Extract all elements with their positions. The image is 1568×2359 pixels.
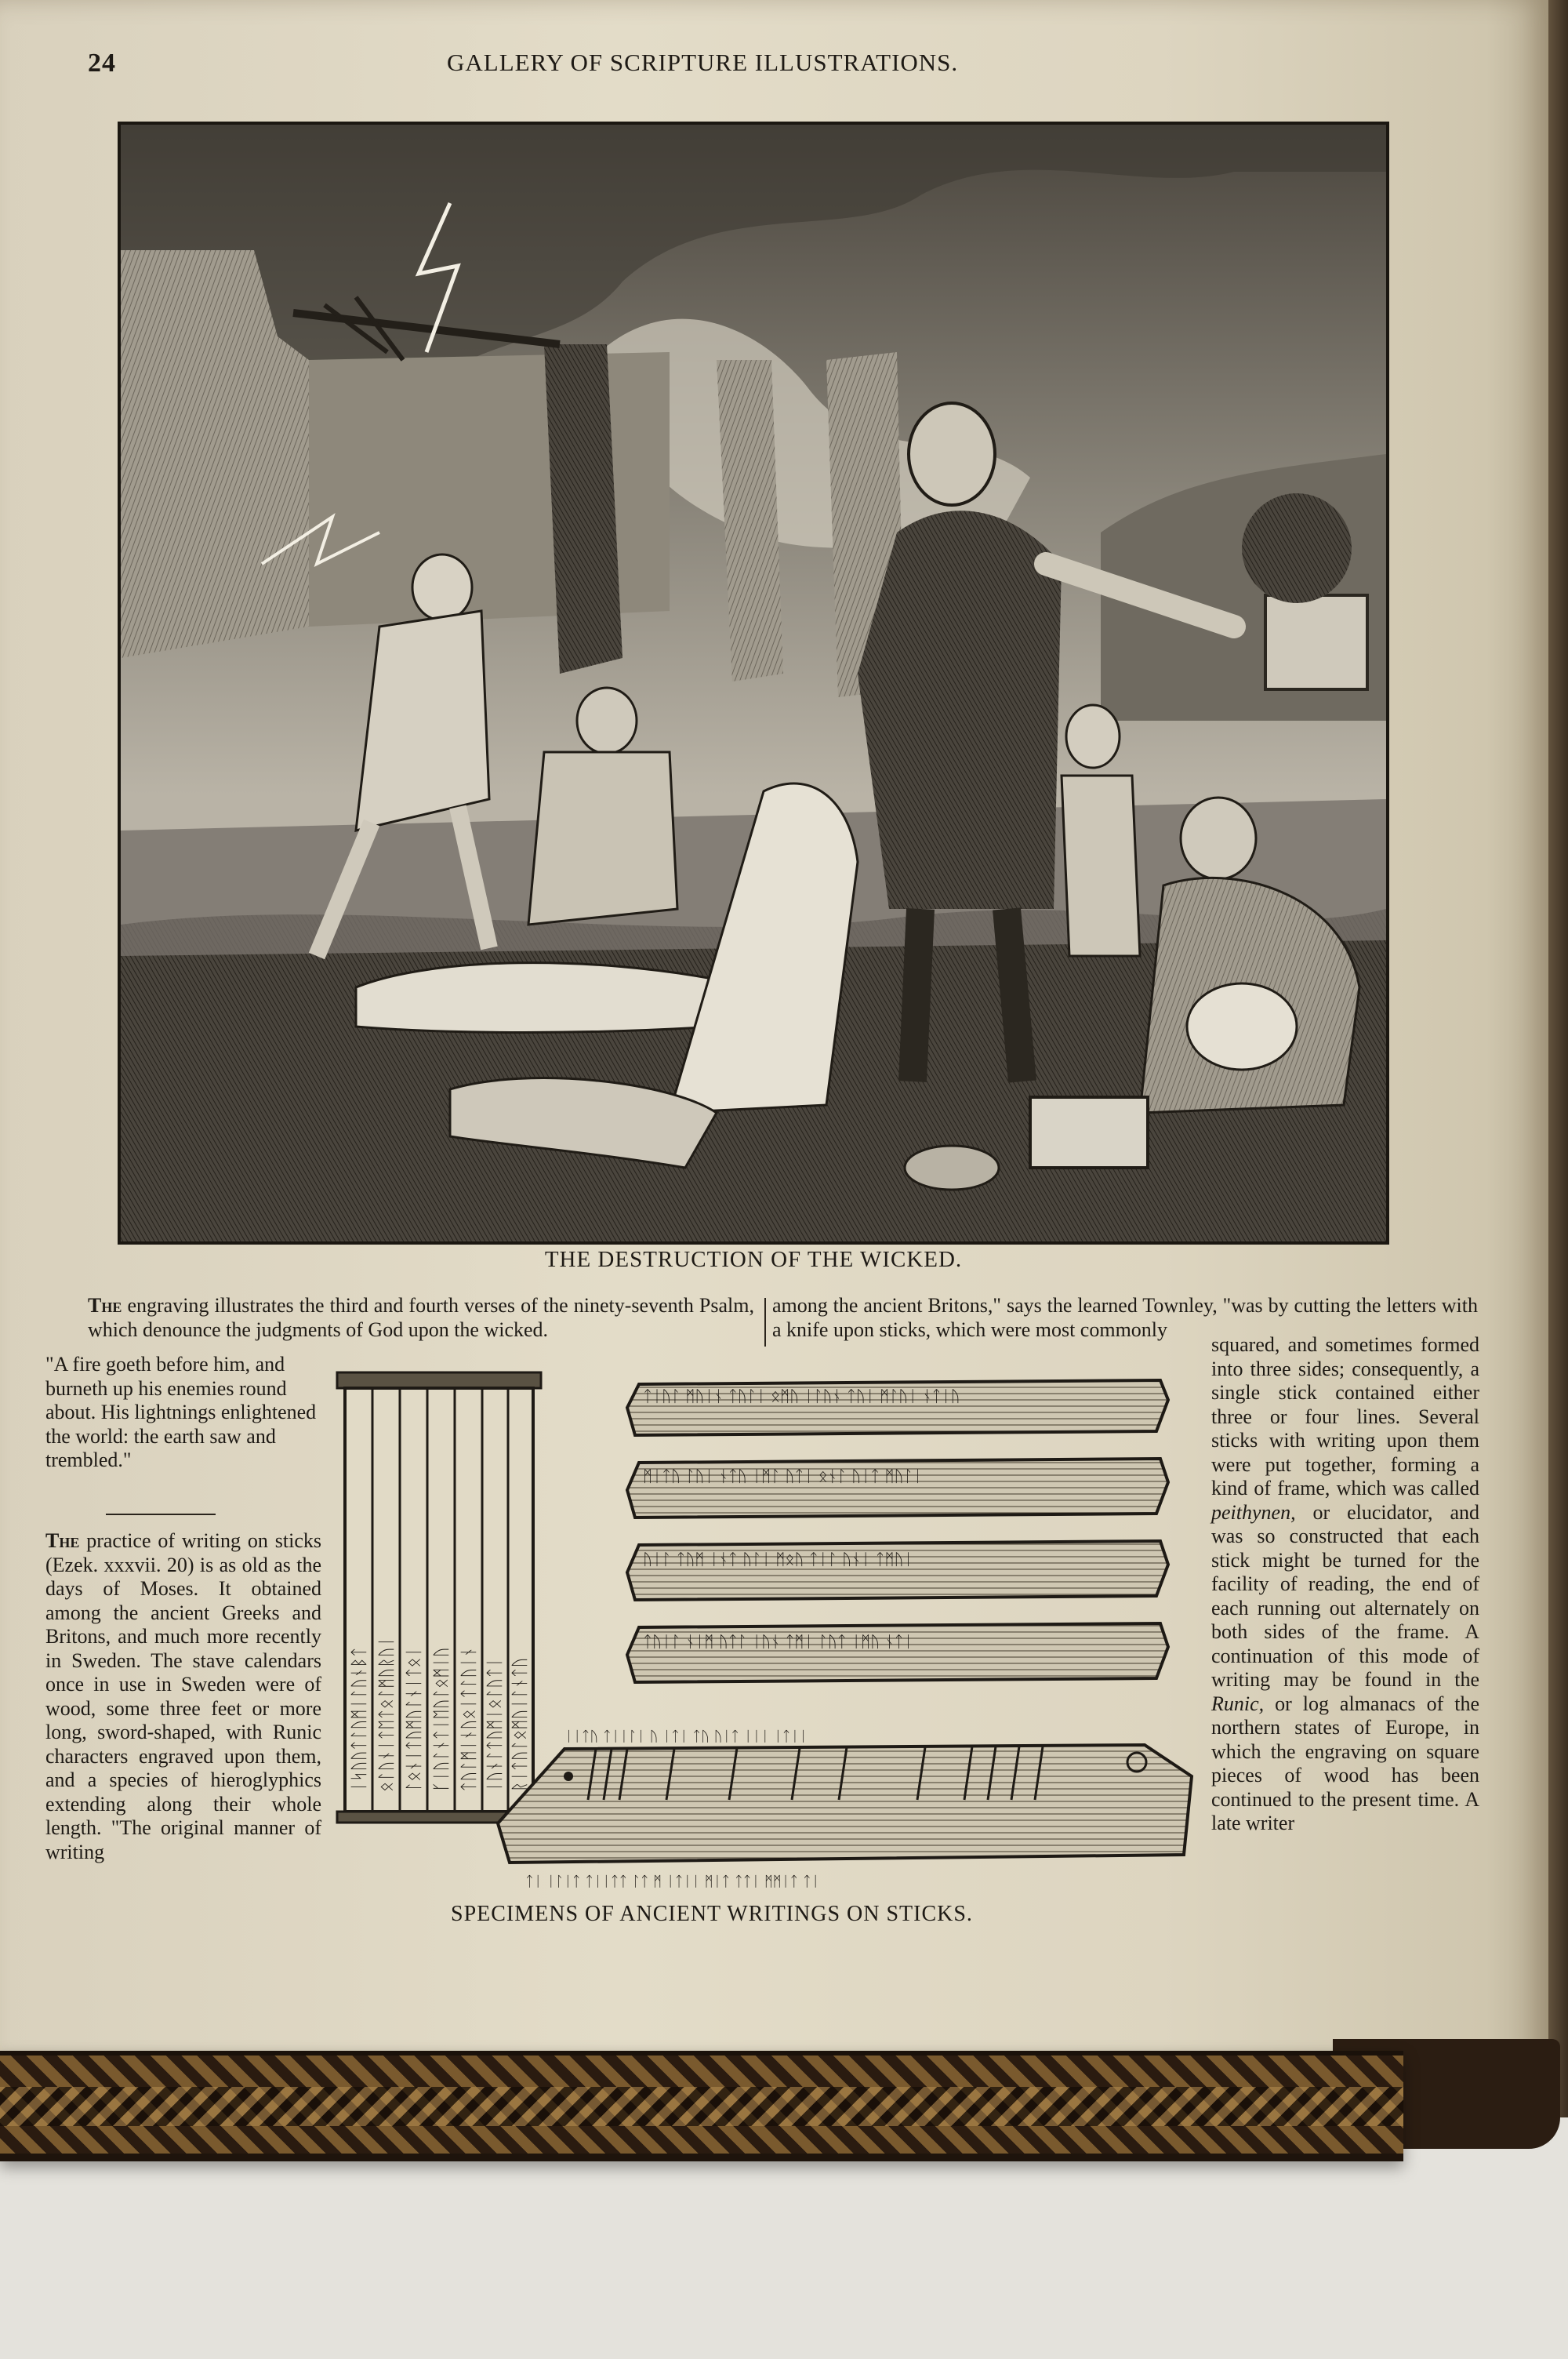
stick-horizontal [627,1541,1168,1600]
kneeling-man-body [528,752,677,925]
stick-horizontal [627,1459,1168,1518]
fallen-urn [905,1146,999,1190]
svg-text:ᛏᛁ ᛁᛚᛁᛏ ᛏᛁᛁᛏᛏ ᛚᛏ ᛗ ᛁᛏᛁᛁ ᛗᛁᛏ ᛏᛏ: ᛏᛁ ᛁᛚᛁᛏ ᛏᛁᛁᛏᛏ ᛚᛏ ᛗ ᛁᛏᛁᛁ ᛗᛁᛏ ᛏᛏᛁ ᛗᛗᛁᛏ ᛏᛁ [525,1874,820,1890]
intro-paragraph-right: among the ancient Britons," says the learned Townley, "was by cutting the letters with a knife upon sticks, which were most commonly [772,1294,1478,1341]
practice-paragraph [45,1529,321,1864]
stick-horizontal [627,1623,1168,1682]
engraving-caption: THE DESTRUCTION OF THE WICKED. [544,1247,963,1272]
svg-text:ᛗᛁᛏᚢ ᛚᚢᛁ ᚾᛏᚢ ᛁᛗᛚ ᚢᛏᛁ ᛟᚾᛚ ᚢᛁᛏ ᛗ: ᛗᛁᛏᚢ ᛚᚢᛁ ᚾᛏᚢ ᛁᛗᛚ ᚢᛏᛁ ᛟᚾᛚ ᚢᛁᛏ ᛗᚢᛚᛁ [643,1467,923,1485]
intro-left-text: engraving illustrates the third and fourth verses of the ninety-seventh Psalm, which denounce the judgments of God upon the wicked. [88,1294,754,1341]
svg-text:ᚢᛁᛚ ᛏᚢᛗ ᛁᚾᛏ ᚢᛚᛁ ᛗᛟᚢ ᛏᛁᛚ ᚢᚾᛁ ᛏᛗ: ᚢᛁᛚ ᛏᚢᛗ ᛁᚾᛏ ᚢᛚᛁ ᛗᛟᚢ ᛏᛁᛚ ᚢᚾᛁ ᛏᛗᚢᛁ [643,1550,913,1568]
svg-text:ᛁᛋᚢᚢᛏᛚᚢᛗᛁᛚᚢᚾᛒᛏ: ᛁᛋᚢᚢᛏᛚᚢᛗᛁᛚᚢᚾᛒᛏ [350,1647,369,1792]
svg-text:ᛁᛁᛏᚢ ᛏᛁᛁᛚᛁ ᚢ ᛁᛏᛁ ᛏᚢ ᚢᛁᛏ: ᛁᛁᛏᚢ ᛏᛁᛁᛚᛁ ᚢ ᛁᛏᛁ ᛏᚢ ᚢᛁᛏ ᛁᛁᛁ ᛁᛏᛁᛁ [564,1728,808,1745]
mother-head [1181,798,1256,879]
log-almanac-stick [498,1728,1192,1890]
man-head [909,403,995,505]
term-runic: Runic, [1211,1692,1265,1715]
svg-text:ᚱᛁᛏᚢᛚᛟᛗᚢᛁᛚᚾᛏᚢ: ᚱᛁᛏᚢᛚᛟᛗᚢᛁᛚᚾᛏᚢ [510,1657,530,1792]
svg-text:ᛏᛁᚢᛚ ᛗᚢᛁᚾ ᛏᚢᛚᛁ ᛟᛗᚢ ᛁᛚᚢᚾ ᛏᚢᛁ ᛗᛚ: ᛏᛁᚢᛚ ᛗᚢᛁᚾ ᛏᚢᛚᛁ ᛟᛗᚢ ᛁᛚᚢᚾ ᛏᚢᛁ ᛗᛚᚢᛁ ᚾᛏᛁᚢ [643,1387,960,1405]
book-cover-decorative-band [0,2051,1403,2161]
svg-text:ᚴᛁᚢᛚᚾᛏᛁᛖᚢᛚᛟᛗᛁᚢ: ᚴᛁᚢᛚᚾᛏᛁᛖᚢᛚᛟᛗᛁᚢ [432,1647,452,1792]
page-number: 24 [88,49,116,78]
stick-frame-vertical [337,1372,541,1823]
child-body [1062,776,1140,956]
intro-paragraph-left [88,1294,754,1342]
right-text-1: squared, and sometimes formed into three sides; consequently, a single stick contained either three or four lines. Several sticks with writing upon them were put together, forming a kind of frame, which was called [1211,1333,1479,1499]
svg-text:ᛁᚢᚾᛚᛏᚢᛗᛁᛟᛚᚢᛏᛁ: ᛁᚢᚾᛚᛏᚢᛗᛁᛟᛚᚢᛏᛁ [485,1657,505,1792]
fallen-figure-left [191,995,317,1089]
section-rule [106,1514,216,1515]
drop-word: The [88,1294,122,1317]
stick-horizontal [627,1380,1168,1435]
infant [1187,983,1297,1070]
right-text-2: or elucidator, and was so constructed that each stick might be turned for the facility of reading, the end of each running out alternately on both sides of the frame. A continuation of this mode of writing may be found in the [1211,1500,1479,1691]
right-text-3: or log almanacs of the northern states of Europe, in which the engraving on square pieces of wood has been continued to the present time. A late writer [1211,1692,1480,1834]
running-head: GALLERY OF SCRIPTURE ILLUSTRATIONS. [447,49,959,76]
sticks-illustration [329,1353,1215,1894]
svg-text:ᛚᛟᚾᛁᛏᚢᛗᚢᛚᚾᛁᛏᛟᛁ: ᛚᛟᚾᛁᛏᚢᛗᚢᛚᚾᛁᛏᛟᛁ [405,1647,424,1792]
distant-house [1265,595,1367,689]
kneeling-man-head [577,688,637,754]
svg-text:ᛏᚢᛚᛗᛁᚾᚢᛟᛁᛏᛚᚢᛁᚾ: ᛏᚢᛚᛗᛁᚾᚢᛟᛁᛏᛚᚢᛁᚾ [459,1647,479,1792]
youth-head [412,554,472,620]
man-robe [858,511,1062,909]
child-head [1066,705,1120,768]
sticks-caption: SPECIMENS OF ANCIENT WRITINGS ON STICKS. [451,1902,973,1926]
drop-word: The [45,1529,80,1552]
column-divider [764,1298,766,1347]
psalm-quote: "A fire goeth before him, and burneth up his enemies round about. His lightnings enlightened the world: the earth saw and trembled." [45,1353,317,1471]
term-peithynen: peithynen, [1211,1500,1296,1524]
engraving-scene [121,125,1386,1241]
engraving-illustration [118,122,1389,1245]
fallen-woman [356,963,717,1033]
svg-text:ᛏᚢᛁᛚ ᚾᛁᛗ ᚢᛏᛚ ᛁᚢᚾ ᛏᛗᛁ ᛚᚢᛏ ᛁᛗᚢ ᚾ: ᛏᚢᛁᛚ ᚾᛁᛗ ᚢᛏᛚ ᛁᚢᚾ ᛏᛗᛁ ᛚᚢᛏ ᛁᛗᚢ ᚾᛏᛁ [643,1632,913,1651]
practice-text: practice of writing on sticks (Ezek. xxxvii. 20) is as old as the days of Moses. It obtained among the ancient Greeks and Britons, and much more recently in Sweden. The stave calendars once in use in Sweden were of wood, some three feet or more long, sword-shaped, with Runic characters engraved upon them, and a species of hieroglyphics extending along their whole length. "The original manner of writing [45,1529,321,1863]
box [1030,1097,1148,1168]
right-column-paragraph [1211,1333,1479,1836]
tree [1242,493,1352,603]
svg-text:ᛟᛚᚢᚾᛁᛏᛖᛏᛟᛚᛗᚢᚱᚢᛁ: ᛟᛚᚢᚾᛁᛏᛖᛏᛟᛚᛗᚢᚱᚢᛁ [377,1636,397,1792]
